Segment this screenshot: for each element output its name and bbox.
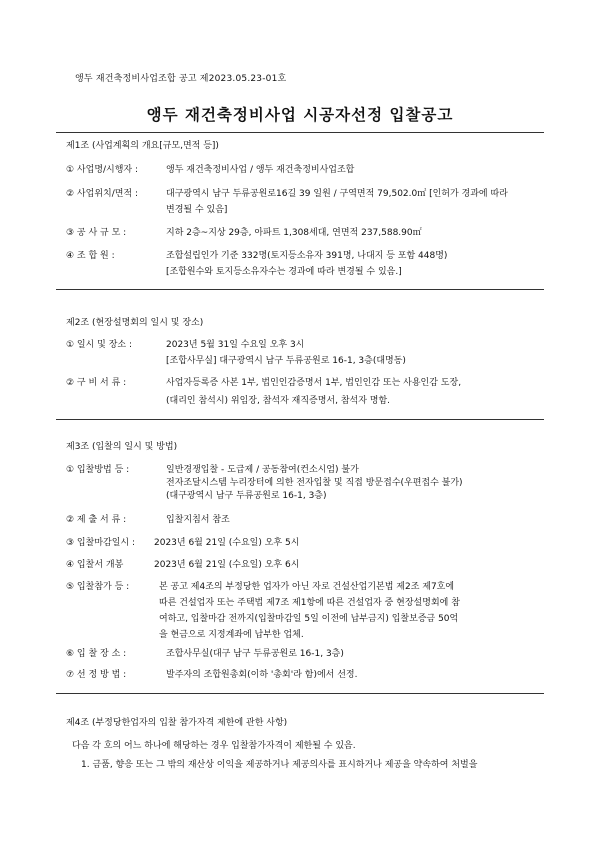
art1-row2-value-cont: 변경될 수 있음] [166,205,228,215]
art3-row5-value-line4: 을 현금으로 지정계좌에 납부한 업체. [159,630,304,640]
art3-row1-label: ① 입찰방법 등 : [66,465,130,475]
art2-row1-label: ① 일시 및 장소 : [66,340,133,350]
article-4-heading: 제4조 (부정당한업자의 입찰 참가자격 제한에 관한 사항) [66,718,288,728]
art3-row7-value: 발주자의 조합원총회(이하 '총회'라 함)에서 선정. [166,670,358,680]
art3-row5-value: 본 공고 제4조의 부정당한 업자가 아닌 자로 건설산업기본법 제2조 제7호에 [159,582,455,592]
art3-row6-value: 조합사무실(대구 남구 두류공원로 16-1, 3층) [166,649,344,659]
divider-art1-bottom [56,289,544,290]
article-1-heading: 제1조 (사업계획의 개요[규모,면적 등]) [66,141,219,151]
art4-intro: 다음 각 호의 어느 하나에 해당하는 경우 입찰참가자격이 제한될 수 있음. [72,741,356,751]
art1-row4-note: [조합원수와 토지등소유자수는 경과에 따라 변경될 수 있음.] [166,267,402,277]
art3-row3-label: ③ 입찰마감일시 : [66,538,135,548]
art1-row3-label: ③ 공 사 규 모 : [66,228,127,238]
art1-row2-value: 대구광역시 남구 두류공원로16길 39 일원 / 구역면적 79,502.0㎡ [인허가 경과에 따라 [166,189,508,199]
art4-item-1: 1. 금품, 향응 또는 그 밖의 재산상 이익을 제공하거나 제공의사를 표시하거나 제공을 약속하여 처벌을 [81,760,478,770]
art1-row1-label: ① 사업명/시행자 : [66,165,139,175]
art1-row3-value: 지하 2층~지상 29층, 아파트 1,308세대, 연면적 237,588.90㎡ [166,228,422,238]
art3-row1-value: 일반경쟁입찰 - 도급제 / 공동참여(컨소시엄) 불가 [166,465,359,475]
art3-row6-label: ⑥ 입 찰 장 소 : [66,649,127,659]
art3-row5-value-line3: 여하고, 입찰마감 전까지(입찰마감일 5일 이전에 납부금지) 입찰보증금 50억 [159,614,459,624]
art3-row7-label: ⑦ 선 정 방 법 : [66,670,127,680]
article-2-heading: 제2조 (현장설명회의 일시 및 장소) [66,318,204,328]
page-title: 앵두 재건축정비사업 시공자선정 입찰공고 [146,106,454,124]
art3-row3-value: 2023년 6월 21일 (수요일) 오후 5시 [154,538,300,548]
art3-row2-label: ② 제 출 서 류 : [66,515,127,525]
art3-row4-label: ④ 입찰서 개봉 [66,560,124,570]
art2-row2-value: 사업자등록증 사본 1부, 법인인감증명서 1부, 법인인감 또는 사용인감 도장, [166,378,462,388]
art3-row1-value-line3: (대구광역시 남구 두류공원로 16-1, 3층) [166,491,327,501]
art1-row4-label: ④ 조 합 원 : [66,251,115,261]
art3-row5-label: ⑤ 입찰참가 등 : [66,582,130,592]
art2-row1-value-cont: [조합사무실] 대구광역시 남구 두류공원로 16-1, 3층(대명동) [166,356,406,366]
art3-row5-value-line2: 따른 건설업자 또는 주택법 제7조 제1항에 따른 건설업자 중 현장설명회에 참 [159,598,460,608]
divider-top [56,132,544,133]
notice-reference-number: 앵두 재건축정비사업조합 공고 제2023.05.23-01호 [75,74,287,84]
divider-art2-bottom [56,419,544,420]
art1-row2-label: ② 사업위치/면적 : [66,189,139,199]
art1-row4-value: 조합설립인가 기준 332명(토지등소유자 391명, 나대지 등 포함 448명) [166,251,448,261]
art2-row2-label: ② 구 비 서 류 : [66,378,127,388]
article-3-heading: 제3조 (입찰의 일시 및 방법) [66,442,178,452]
art2-row2-value-cont: (대리인 참석시) 위임장, 참석자 재직증명서, 참석자 명함. [166,396,391,406]
art3-row4-value: 2023년 6월 21일 (수요일) 오후 6시 [154,560,300,570]
divider-art3-bottom [56,693,544,694]
art3-row2-value: 입찰지침서 참조 [166,515,230,525]
art2-row1-value: 2023년 5월 31일 수요일 오후 3시 [166,340,305,350]
art1-row1-value: 앵두 재건축정비사업 / 앵두 재건축정비사업조합 [166,165,355,175]
art3-row1-value-line2: 전자조달시스템 누리장터에 의한 전자입찰 및 직접 방문접수(우편접수 불가) [166,478,463,488]
